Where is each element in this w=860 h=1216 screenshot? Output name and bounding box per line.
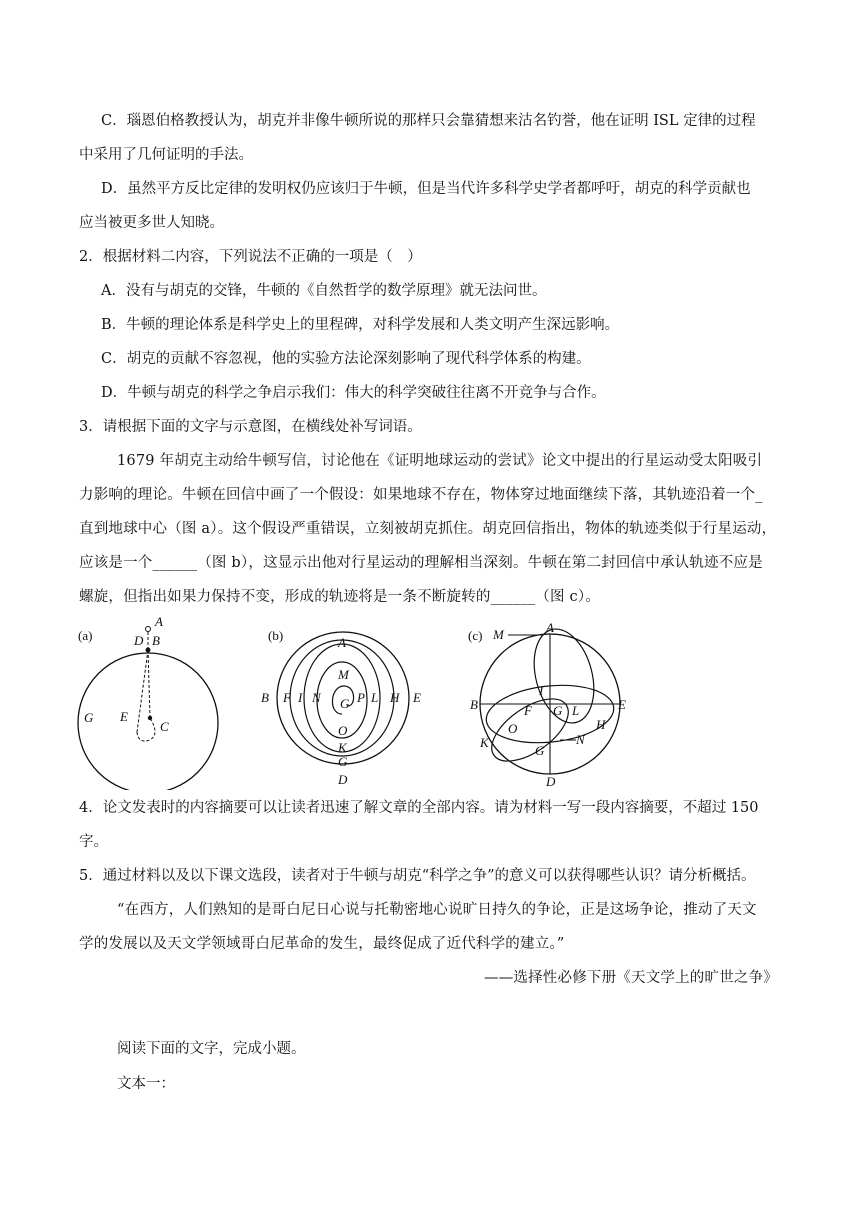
q1-option-c-line2: 中采用了几何证明的手法。 xyxy=(79,147,253,163)
figure-b-label-F: F xyxy=(283,690,291,705)
figure-c-label-E: E xyxy=(618,697,626,712)
q2-option-d: D．牛顿与胡克的科学之争启示我们：伟大的科学突破往往离不开竞争与合作。 xyxy=(101,385,606,401)
figure-c-label-K: K xyxy=(480,735,489,750)
figure-c-label-M: M xyxy=(493,627,504,642)
figure-b-label-M: M xyxy=(338,667,349,682)
figure-b-label-O: O xyxy=(338,723,348,738)
q3-para-line1: 1679 年胡克主动给牛顿写信，讨论他在《证明地球运动的尝试》论文中提出的行星运动受太阳吸引 xyxy=(117,453,763,469)
figure-a-label-D: D xyxy=(134,633,144,648)
figure-b-label-P: P xyxy=(357,690,365,705)
figure-c-label-B: B xyxy=(470,697,478,712)
figure-a xyxy=(76,614,226,790)
figure-c-tag: (c) xyxy=(468,628,483,643)
figure-b-label-G-inner: G xyxy=(340,696,350,711)
q5-quote-line1: “在西方，人们熟知的是哥白尼日心说与托勒密地心说旷日持久的争论，正是这场争论，推动了天文 xyxy=(117,902,757,918)
figure-a-label-C: C xyxy=(160,719,169,734)
q1-option-d-line1: D．虽然平方反比定律的发明权仍应该归于牛顿，但是当代许多科学史学者都呼吁，胡克的科学贡献也 xyxy=(101,181,751,197)
figure-c-label-H: H xyxy=(596,717,606,732)
q2-option-a: A．没有与胡克的交锋，牛顿的《自然哲学的数学原理》就无法问世。 xyxy=(101,283,547,299)
figure-a-tag: (a) xyxy=(78,628,93,643)
q2-option-b: B．牛顿的理论体系是科学史上的里程碑，对科学发展和人类文明产生深远影响。 xyxy=(101,317,620,333)
q4-line1: 4．论文发表时的内容摘要可以让读者迅速了解文章的全部内容。请为材料一写一段内容摘要，不超过 150 xyxy=(79,800,759,816)
figure-b xyxy=(258,614,428,790)
figure-c-label-I: I xyxy=(539,683,544,698)
q4-line2: 字。 xyxy=(79,834,108,850)
figure-c-label-N: N xyxy=(576,732,585,747)
figure-a-label-B: B xyxy=(152,633,160,648)
figure-c-label-G-inner: G xyxy=(553,703,563,718)
q2-option-c: C．胡克的贡献不容忽视，他的实验方法论深刻影响了现代科学体系的构建。 xyxy=(101,351,591,367)
figure-b-label-K: K xyxy=(338,740,347,755)
q5-quote-line2: 学的发展以及天文学领域哥白尼革命的发生，最终促成了近代科学的建立。” xyxy=(79,936,565,952)
figure-c-label-L: L xyxy=(572,703,580,718)
figure-a-label-E: E xyxy=(120,709,128,724)
figure-b-tag: (b) xyxy=(268,628,284,643)
figure-b-label-A: A xyxy=(338,635,346,650)
figure-b-label-E: E xyxy=(413,690,421,705)
figure-c xyxy=(466,614,636,790)
figure-b-label-G-outer: G xyxy=(338,754,348,769)
q3-para-line2: 力影响的理论。牛顿在回信中画了一个假设：如果地球不存在，物体穿过地面继续下落，其轨迹沿着一个_ xyxy=(79,487,763,503)
figure-c-label-G-outer: G xyxy=(535,743,545,758)
q3-para-line4: 应该是一个______（图 b），这显示出他对行星运动的理解相当深刻。牛顿在第二封回信中承认轨迹不应是 xyxy=(79,555,763,571)
figure-c-label-F: F xyxy=(524,703,532,718)
q5-stem: 5．通过材料以及以下课文选段，读者对于牛顿与胡克“科学之争”的意义可以获得哪些认识？请分析概括。 xyxy=(79,868,756,884)
figure-a-label-A: A xyxy=(155,614,163,629)
figure-b-label-B: B xyxy=(261,690,269,705)
q3-para-line3: 直到地球中心（图 a）。这个假设严重错误，立刻被胡克抓住。胡克回信指出，物体的轨迹类似于行星运动， xyxy=(79,521,777,537)
figure-c-label-D: D xyxy=(546,774,556,789)
reading-intro: 阅读下面的文字，完成小题。 xyxy=(117,1041,306,1057)
q2-stem: 2．根据材料二内容，下列说法不正确的一项是（ ） xyxy=(79,249,422,265)
q1-option-c-line1: C．瑙恩伯格教授认为，胡克并非像牛顿所说的那样只会靠猜想来沽名钓誉，他在证明 ISL 定律的过程 xyxy=(101,113,756,129)
figure-a-label-G: G xyxy=(84,710,94,725)
figure-c-label-A: A xyxy=(546,620,554,635)
figure-b-label-H: H xyxy=(390,690,400,705)
figure-b-label-L: L xyxy=(371,690,379,705)
text-one-heading: 文本一： xyxy=(117,1076,175,1092)
figure-b-label-I: I xyxy=(298,690,303,705)
q5-quote-source: ——选择性必修下册《天文学上的旷世之争》 xyxy=(484,970,778,986)
figure-b-label-N: N xyxy=(312,690,321,705)
q3-para-line5: 螺旋，但指出如果力保持不变，形成的轨迹将是一条不断旋转的______（图 c）。 xyxy=(79,589,600,605)
figure-b-label-D: D xyxy=(338,772,348,787)
figure-c-label-O: O xyxy=(508,721,518,736)
q3-stem: 3．请根据下面的文字与示意图，在横线处补写词语。 xyxy=(79,419,422,435)
q1-option-d-line2: 应当被更多世人知晓。 xyxy=(79,215,224,231)
